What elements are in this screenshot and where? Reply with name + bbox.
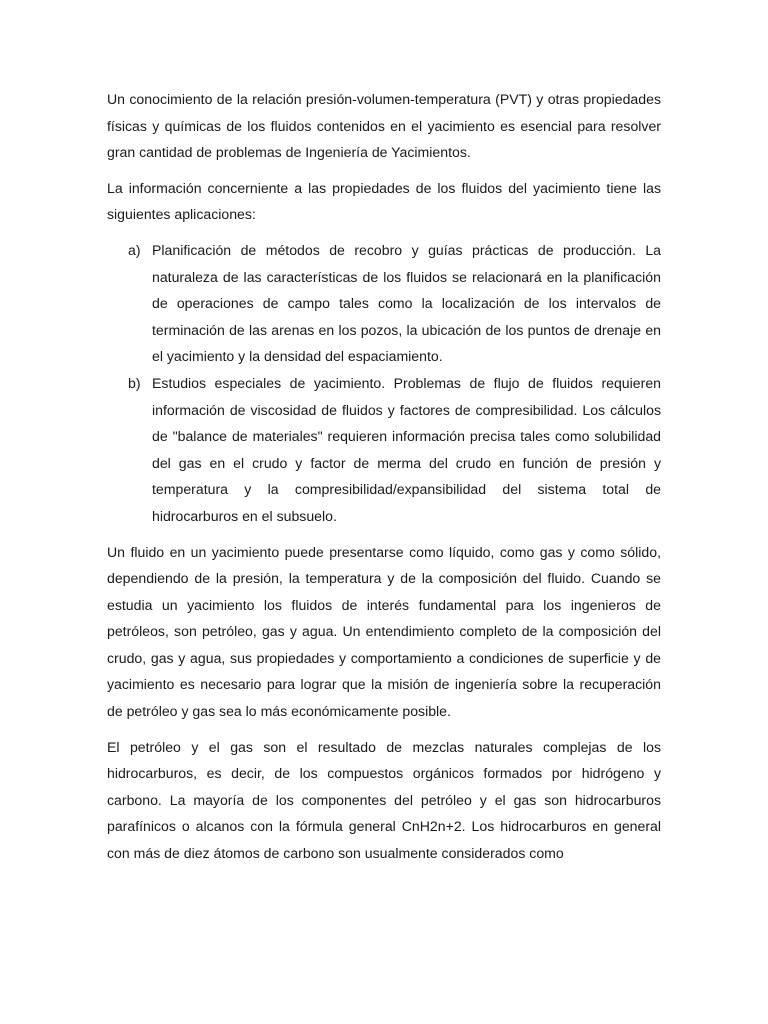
applications-list xyxy=(107,237,661,530)
list-item-b xyxy=(107,370,661,530)
list-item-text: Planificación de métodos de recobro y guías prácticas de producción. La naturaleza de las características de los fluidos se relacionará en la planificación de operaciones de campo tales como la localización de los intervalos de terminación de las arenas en los pozos, la ubicación de los puntos de drenaje en el yacimiento y la densidad del espaciamiento. xyxy=(152,241,661,365)
paragraph-fluid-states: Un fluido en un yacimiento puede presentarse como líquido, como gas y como sólido, dependiendo de la presión, la temperatura y de la composición del fluido. Cuando se estudia un yacimiento los fluidos de interés fundamental para los ingenieros de petróleos, son petróleo, gas y agua. Un entendimiento completo de la composición del crudo, gas y agua, sus propiedades y comportamiento a condiciones de superficie y de yacimiento es necesario para lograr que la misión de ingeniería sobre la recuperación de petróleo y gas sea lo más económicamente posible. xyxy=(107,543,661,720)
list-item-a xyxy=(107,237,661,370)
paragraph-applications-intro: La información concerniente a las propiedades de los fluidos del yacimiento tiene las siguientes aplicaciones: xyxy=(107,179,661,223)
list-marker: a) xyxy=(128,241,141,258)
list-marker: b) xyxy=(128,374,141,391)
paragraph-hydrocarbons: El petróleo y el gas son el resultado de mezclas naturales complejas de los hidrocarburos, es decir, de los compuestos orgánicos formados por hidrógeno y carbono. La mayoría de los componentes del petróleo y el gas son hidrocarburos parafínicos o alcanos con la fórmula general CnH2n+2. Los hidrocarburos en general con más de diez átomos de carbono son usualmente considerados como xyxy=(107,738,661,862)
paragraph-pvt-intro: Un conocimiento de la relación presión-volumen-temperatura (PVT) y otras propiedades físicas y químicas de los fluidos contenidos en el yacimiento es esencial para resolver gran cantidad de problemas de Ingeniería de Yacimientos. xyxy=(107,91,661,161)
document-page xyxy=(107,86,661,876)
list-item-text: Estudios especiales de yacimiento. Problemas de flujo de fluidos requieren información de viscosidad de fluidos y factores de compresibilidad. Los cálculos de "balance de materiales" requieren información precisa tales como solubilidad del gas en el crudo y factor de merma del crudo en función de presión y temperatura y la compresibilidad/expansibilidad del sistema total de hidrocarburos en el subsuelo. xyxy=(152,374,661,524)
